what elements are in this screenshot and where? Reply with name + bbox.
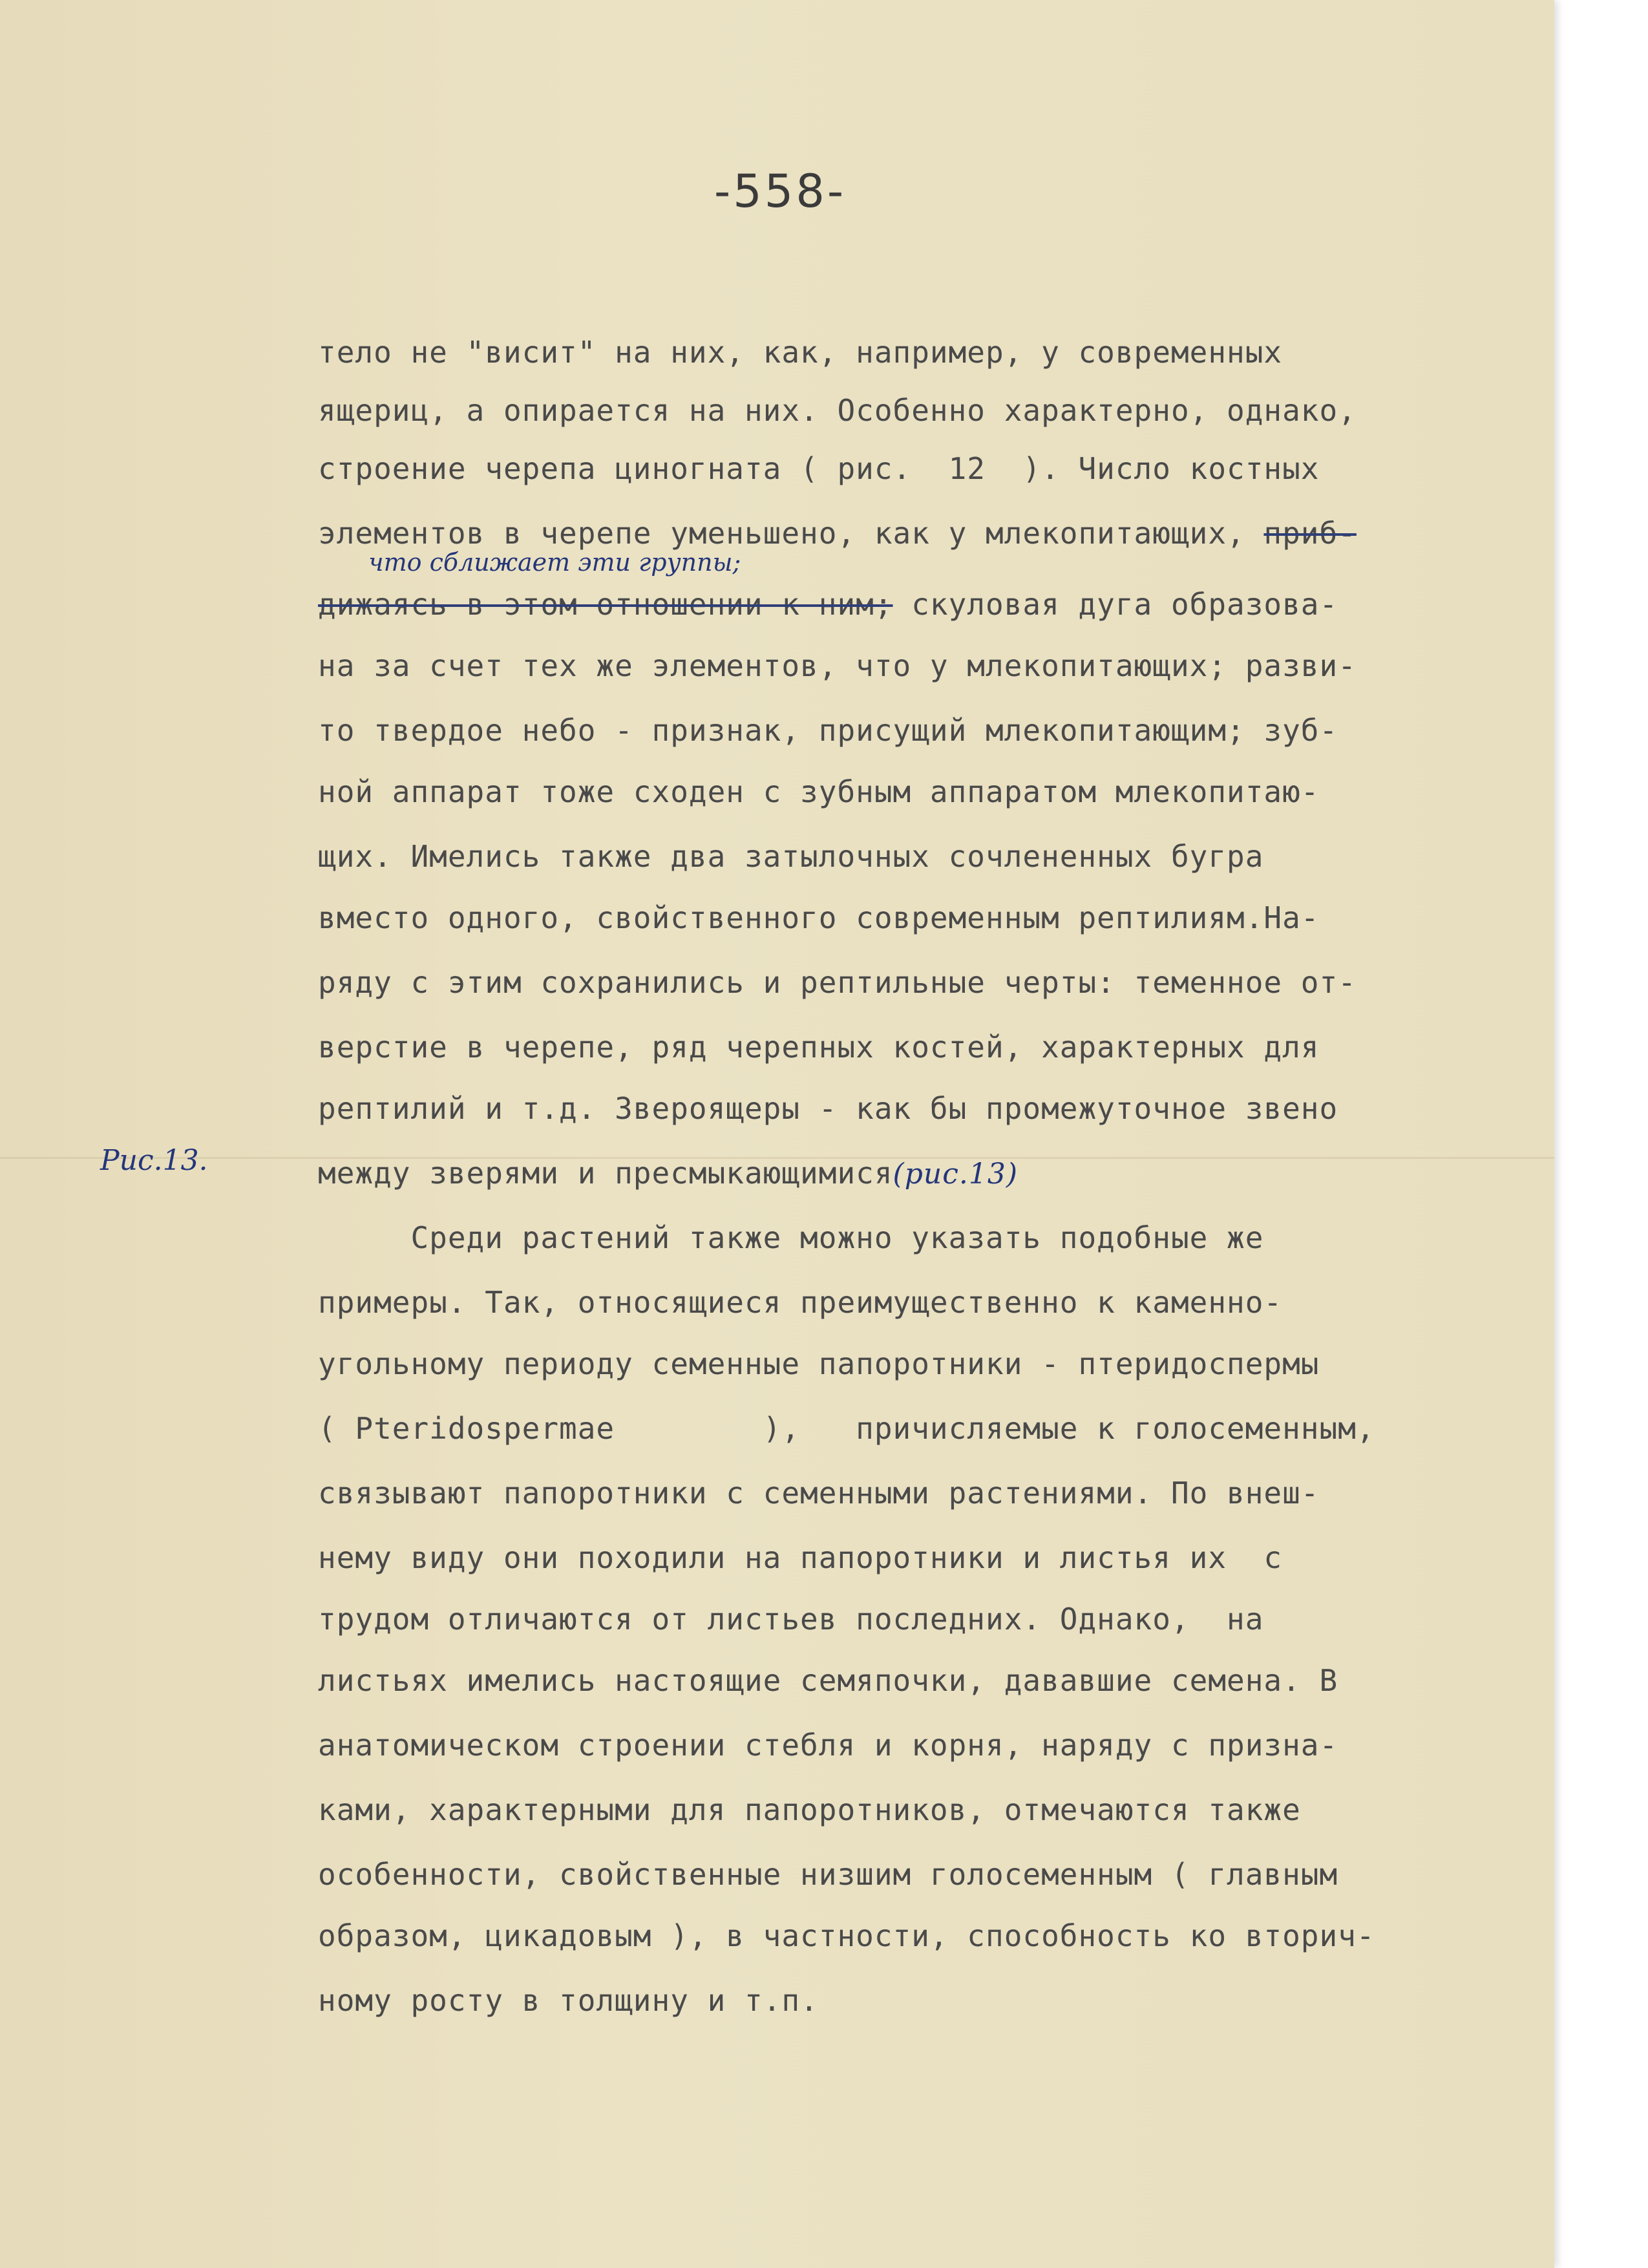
text-line: ному росту в толщину и т.п.	[318, 1983, 819, 2018]
text-line: особенности, свойственные низшим голосеменным ( главным	[318, 1857, 1338, 1892]
text-line: угольному периоду семенные папоротники - птеридоспермы	[318, 1346, 1320, 1381]
text-line: строение черепа циногната ( рис. 12 ). Число костных	[318, 451, 1320, 486]
text-line: нему виду они походили на папоротники и листья их с	[318, 1540, 1283, 1575]
text-line: рептилий и т.д. Звероящеры - как бы промежуточное звено	[318, 1091, 1338, 1126]
struck-word: приб-	[1263, 516, 1357, 551]
text-line: то твердое небо - признак, присущий млекопитающим; зуб-	[318, 713, 1338, 748]
text-line	[318, 1154, 1018, 1194]
text-line: вместо одного, свойственного современным рептилиям.На-	[318, 900, 1320, 935]
handwritten-insertion: что сближает эти группы;	[368, 548, 741, 577]
text-line: связывают папоротники с семенными растениями. По внеш-	[318, 1476, 1320, 1510]
text-line: ной аппарат тоже сходен с зубным аппаратом млекопитаю-	[318, 774, 1320, 809]
text-line: образом, цикадовым ), в частности, способность ко вторич-	[318, 1918, 1375, 1953]
text-line: на за счет тех же элементов, что у млекопитающих; разви-	[318, 648, 1357, 683]
margin-note-figure: Рис.13.	[100, 1144, 208, 1177]
text-line: ками, характерными для папоротников, отмечаются также	[318, 1792, 1301, 1827]
text-line: анатомическом строении стебля и корня, наряду с призна-	[318, 1728, 1338, 1763]
handwritten-fig-ref: (рис.13)	[893, 1158, 1018, 1191]
text-line: верстие в черепе, ряд черепных костей, характерных для	[318, 1030, 1320, 1065]
text-line-part: между зверями и пресмыкающимися	[318, 1156, 893, 1191]
text-line: Среди растений также можно указать подобные же	[318, 1220, 1264, 1255]
page-number: -558-	[714, 165, 847, 218]
text-line: ряду с этим сохранились и рептильные черты: теменное от-	[318, 965, 1357, 1000]
text-line-part: скуловая дуга образова-	[893, 587, 1338, 622]
text-line: листьях имелись настоящие семяпочки, дававшие семена. В	[318, 1663, 1338, 1698]
text-line: примеры. Так, относящиеся преимущественно к каменно-	[318, 1285, 1283, 1320]
text-line: ящериц, а опирается на них. Особенно характерно, однако,	[318, 393, 1357, 428]
text-line: трудом отличаются от листьев последних. Однако, на	[318, 1602, 1264, 1637]
text-line: щих. Имелись также два затылочных сочлененных бугра	[318, 839, 1264, 874]
text-line: ( Pteridospermae ), причисляемые к голосеменным,	[318, 1411, 1375, 1446]
text-line-part: элементов в черепе уменьшено, как у млекопитающих,	[318, 516, 1264, 551]
text-line	[318, 514, 1357, 553]
text-line	[318, 585, 1338, 624]
struck-text: дижаясь в этом отношении к ним;	[318, 587, 893, 622]
text-line: тело не "висит" на них, как, например, у современных	[318, 335, 1283, 370]
